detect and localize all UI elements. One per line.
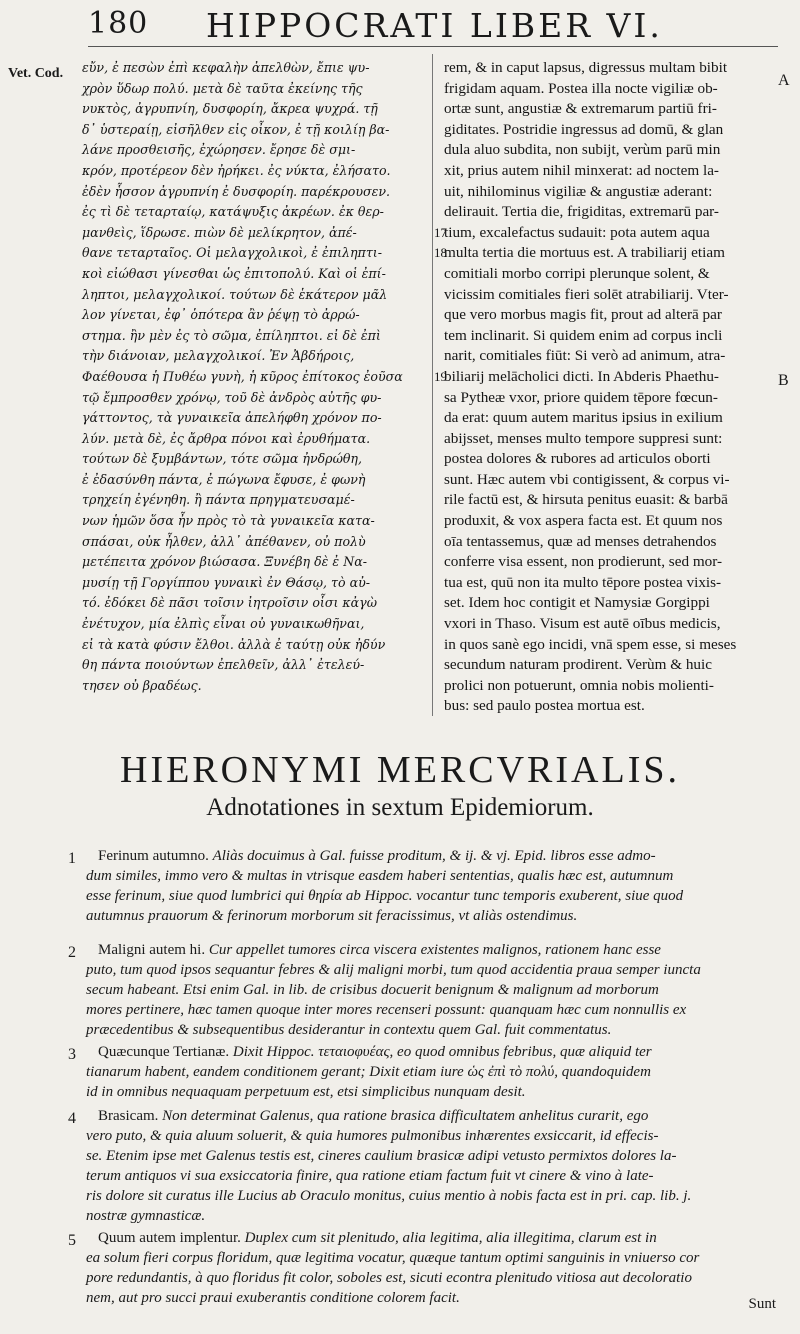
latin-line-text: ortæ sunt, angustiæ & extremarum partiū fri- bbox=[444, 100, 717, 118]
latin-line bbox=[444, 511, 764, 532]
latin-line-text: giditates. Postridie ingressus ad domū, & glan bbox=[444, 120, 724, 138]
note-commentary: id in omnibus nequaquam perpetuum est, etsi simplicibus nunquam desit. bbox=[86, 1084, 526, 1100]
latin-line bbox=[444, 696, 764, 717]
greek-line: τό. ἐδόκει δὲ πᾶσι τοῖσιν ἰητροῖσιν οἷσι κἀγὼ bbox=[82, 595, 377, 611]
latin-line bbox=[444, 326, 764, 347]
note-line bbox=[86, 1166, 788, 1186]
latin-line-text: xit, prius autem nihil minxerat: ad noctem la- bbox=[444, 161, 719, 179]
latin-line-text: multa tertia die mortuus est. A trabiliarij etiam bbox=[444, 244, 725, 262]
note-line bbox=[86, 980, 788, 1000]
latin-line bbox=[444, 490, 764, 511]
latin-text-column bbox=[434, 58, 764, 717]
greek-line: λον γίνεται, ἐφ᾽ ὁπότερα ἂν ῥέψῃ τὸ ἀρρώ- bbox=[82, 307, 360, 323]
latin-line bbox=[444, 182, 764, 203]
latin-line-text: oīa tentassemus, quæ ad menses detrahendos bbox=[444, 532, 717, 550]
note-line bbox=[86, 1206, 788, 1226]
greek-line: τρηχείη ἐγένηθη. ἢ πάντα πρηγματευσαμέ- bbox=[82, 492, 355, 508]
note-line bbox=[86, 1248, 788, 1268]
note-lemma: Quum autem implentur. bbox=[98, 1230, 245, 1246]
note-number: 2 bbox=[68, 944, 76, 961]
greek-line: κοὶ εἰώθασι γίνεσθαι ὡς ἐπιτοπολύ. Καὶ οἱ ἐπί- bbox=[82, 265, 386, 281]
note-body bbox=[86, 1042, 788, 1102]
note-body bbox=[86, 846, 788, 926]
note-commentary: Aliàs docuimus à Gal. fuisse proditum, & ij. & vj. Epid. libros esse admo- bbox=[212, 848, 656, 864]
note-commentary: tianarum habent, eandem conditionem gerant; Dixit etiam iure ὡς ἐπὶ τὸ πολύ, quandoquidem bbox=[86, 1064, 651, 1080]
note-commentary: mores pertinere, hæc tamen quoque inter mores recenseri possunt: quanquam hæc cum nonnullis ex bbox=[86, 1002, 687, 1018]
note-lemma: Brasicam. bbox=[98, 1108, 163, 1124]
running-title: HIPPOCRATI LIBER VI. bbox=[206, 6, 663, 45]
note-line bbox=[86, 1268, 788, 1288]
side-letter-b: B bbox=[778, 372, 789, 389]
note-commentary: dum similes, immo vero & multas in vtrisque easdem haberi sententias, qualis hæc est, autumnum bbox=[86, 868, 674, 884]
note-lemma: Quæcunque Tertianæ. bbox=[98, 1044, 233, 1060]
verse-number: 18 bbox=[434, 245, 447, 261]
side-letter-a: A bbox=[778, 72, 790, 89]
greek-line: μανθεὶς, ἵδρωσε. πιὼν δὲ μελίκρητον, ἀπέ- bbox=[82, 224, 357, 240]
latin-line-text: frigidam aquam. Postea illa nocte vigiliæ ob- bbox=[444, 79, 718, 97]
note-commentary: Non determinat Galenus, qua ratione brasica difficultatem anhelitus curarit, ego bbox=[162, 1108, 649, 1124]
note-commentary: secum habeant. Etsi enim Gal. in lib. de crisibus docuerit benignum & malignum ad morborum bbox=[86, 982, 659, 998]
verse-number: 19 bbox=[434, 368, 447, 384]
latin-line-text: set. Idem hoc contigit et Namysiæ Gorgippi bbox=[444, 594, 710, 612]
greek-line: μετέπειτα χρόνον βιώσασα. Ξυνέβη δὲ ἐ Να- bbox=[82, 554, 367, 570]
latin-line bbox=[444, 140, 764, 161]
greek-line: δ᾽ ὑστεραίῃ, εἰσῆλθεν εἰς οἶκον, ἐ τῇ κοιλίῃ βα- bbox=[82, 121, 390, 137]
latin-line-text: tua est, quū non ita multo tēpore postea vixis- bbox=[444, 573, 722, 591]
latin-line-text: da erat: quum autem maritus ipsius in exilium bbox=[444, 409, 723, 427]
latin-line-text: sa Pytheæ vxor, priore quidem tēpore fœcun- bbox=[444, 388, 718, 406]
latin-line bbox=[444, 58, 764, 79]
latin-line bbox=[444, 99, 764, 120]
note-line bbox=[86, 1146, 788, 1166]
latin-line-text: postea dolores & rubores ad articulos oborti bbox=[444, 450, 711, 468]
greek-line: λύν. μετὰ δὲ, ἐς ἄρθρα πόνοι καὶ ἐρυθήματα. bbox=[82, 430, 371, 446]
latin-line-text: que vero morbus magis fit, prout ad alterā par bbox=[444, 306, 722, 324]
note-line bbox=[98, 1042, 788, 1062]
latin-line-text: sunt. Hæc autem vbi contigissent, & corpus vi- bbox=[444, 470, 730, 488]
verse-number: 17 bbox=[434, 224, 447, 240]
latin-line-text: bus: sed paulo postea mortua est. bbox=[444, 697, 645, 715]
latin-line-text: abijsset, menses multo tempore suppresi sunt: bbox=[444, 429, 723, 447]
note-line bbox=[98, 1228, 788, 1248]
latin-line-text: narit, comitiales fiūt: Si verò ad animum, atra- bbox=[444, 347, 726, 365]
latin-line-text: prolici non potuerunt, omnia nobis molienti- bbox=[444, 676, 714, 694]
note-number: 5 bbox=[68, 1232, 76, 1249]
greek-line: νυκτὸς, ἀγρυπνίη, δυσφορίη, ἄκρεα ψυχρά. τῇ bbox=[82, 101, 378, 117]
latin-line bbox=[444, 161, 764, 182]
greek-text-column bbox=[82, 58, 422, 696]
note-line bbox=[86, 1288, 788, 1308]
latin-line-text: secundum naturam prodirent. Verùm & huic bbox=[444, 656, 712, 674]
latin-line bbox=[434, 367, 764, 388]
note-line bbox=[86, 1126, 788, 1146]
greek-line: στημα. ἢν μὲν ἐς τὸ σῶμα, ἐπίληπτοι. εἰ δὲ ἐπὶ bbox=[82, 327, 381, 343]
latin-line bbox=[444, 388, 764, 409]
note-line bbox=[86, 1000, 788, 1020]
latin-line bbox=[444, 573, 764, 594]
note-lemma: Maligni autem hi. bbox=[98, 942, 209, 958]
note-line bbox=[86, 1082, 788, 1102]
note-number: 4 bbox=[68, 1110, 76, 1127]
latin-line bbox=[444, 346, 764, 367]
latin-line bbox=[444, 655, 764, 676]
latin-line bbox=[444, 79, 764, 100]
note-line bbox=[86, 906, 788, 926]
latin-line bbox=[444, 264, 764, 285]
latin-line-text: conferre visa essent, non prodierunt, sed mor- bbox=[444, 553, 723, 571]
note-line bbox=[86, 1062, 788, 1082]
latin-line bbox=[444, 449, 764, 470]
latin-line bbox=[444, 532, 764, 553]
latin-line-text: delirauit. Tertia die, frigiditas, extremarū par- bbox=[444, 203, 719, 221]
latin-line bbox=[444, 305, 764, 326]
margin-note: Vet. Cod. bbox=[8, 66, 64, 81]
latin-line-text: vxori in Thaso. Visum est autē oībus medicis, bbox=[444, 615, 721, 633]
latin-line bbox=[444, 429, 764, 450]
greek-line: κρόν, προτέρεον δὲν ἠρήκει. ἐς νύκτα, ἐλήσατο. bbox=[82, 162, 391, 178]
note-commentary: præcedentibus & subsequentibus desiderantur in contextu quem Gal. fuit commentatus. bbox=[86, 1022, 612, 1038]
note-number: 1 bbox=[68, 850, 76, 867]
note-line bbox=[98, 940, 788, 960]
greek-line: θη πάντα ποιούντων ἐπελθεῖν, ἀλλ᾽ ἐτελεύ- bbox=[82, 657, 365, 673]
note-body bbox=[86, 940, 788, 1040]
latin-line bbox=[444, 635, 764, 656]
header-rule bbox=[88, 46, 778, 47]
column-divider bbox=[432, 54, 433, 716]
section-subtitle: Adnotationes in sextum Epidemiorum. bbox=[206, 794, 594, 821]
latin-line-text: uit, nihilominus vigiliæ & angustiæ aderant: bbox=[444, 182, 713, 200]
latin-line bbox=[444, 120, 764, 141]
note-commentary: nem, aut pro succi praui exuberantis conditione colorem facit. bbox=[86, 1290, 460, 1306]
latin-line bbox=[444, 676, 764, 697]
greek-line: ἐς τὶ δὲ τεταρταίῳ, κατάψυξις ἀκρέων. ἐκ θερ- bbox=[82, 204, 384, 220]
latin-line bbox=[444, 552, 764, 573]
note-commentary: nostræ gymnasticæ. bbox=[86, 1208, 206, 1224]
latin-line-text: tem inclinarit. Si quidem enim ad corpus incli bbox=[444, 326, 723, 344]
latin-line bbox=[444, 593, 764, 614]
greek-line: νων ἡμῶν ὅσα ἦν πρὸς τὸ τὰ γυναικεῖα κατα- bbox=[82, 513, 375, 529]
note-line bbox=[98, 1106, 788, 1126]
latin-line-text: rile factū est, & hirsuta penitus euasit: & barbā bbox=[444, 491, 728, 509]
greek-line: τὴν διάνοιαν, μελαγχολικοί. Ἐν Ἀβδήροις, bbox=[82, 348, 355, 364]
greek-line: θανε τεταρταῖος. Οἱ μελαγχολικοὶ, ἐ ἐπιληπτι- bbox=[82, 245, 382, 261]
greek-line: ληπτοι, μελαγχολικοί. τούτων δὲ ἑκάτερον μᾶλ bbox=[82, 286, 388, 302]
latin-line bbox=[444, 285, 764, 306]
latin-line-text: rem, & in caput lapsus, digressus multam bibit bbox=[444, 59, 728, 76]
note-lemma: Ferinum autumno. bbox=[98, 848, 213, 864]
note-commentary: ea solum fieri corpus floridum, quæ legitima vocatur, quæque tantum optimi sanguinis in vniuerso cor bbox=[86, 1250, 700, 1266]
note-body bbox=[86, 1228, 788, 1308]
note-commentary: Cur appellet tumores circa viscera existentes malignos, rationem hanc esse bbox=[208, 942, 661, 958]
note-line bbox=[98, 846, 788, 866]
note-line bbox=[86, 1186, 788, 1206]
note-commentary: Dixit Hippoc. τεταιοφυέας, eo quod omnibus febribus, quæ aliquid ter bbox=[232, 1044, 652, 1060]
catchword: Sunt bbox=[748, 1296, 776, 1312]
note-commentary: esse ferinum, siue quod lumbrici qui θηρία ab Hippoc. vocantur tunc temporis exuberent, siue quod bbox=[86, 888, 684, 904]
greek-line: ἐνέτυχον, μία ἐλπὶς εἶναι οὐ γυναικωθῆναι, bbox=[82, 616, 365, 632]
note-commentary: ris dolore sit curatus ille Lucius ab Oraculo monitus, cuius mentio à nobis facta est in pri. cap. lib. j. bbox=[86, 1188, 692, 1204]
greek-line: εὔν, ἐ πεσὼν ἐπὶ κεφαλὴν ἀπελθὼν, ἔπιε ψυ- bbox=[82, 60, 370, 75]
greek-line: τῷ ἔμπροσθεν χρόνῳ, τοῦ δὲ ἀνδρὸς αὐτῆς φυ- bbox=[82, 389, 382, 405]
greek-line: γάττοντος, τὰ γυναικεῖα ἀπελήφθη χρόνον πο- bbox=[82, 410, 382, 426]
greek-line: Φαέθουσα ἡ Πυθέω γυνὴ, ἡ κῦρος ἐπίτοκος ἐοῦσα bbox=[82, 368, 403, 384]
greek-line: λάνε προσθεισῆς, ἐχώρησεν. ἔρησε δὲ σμι- bbox=[82, 142, 356, 158]
greek-line: ἐδὲν ἧσσον ἀγρυπνίη ἐ δυσφορίη. παρέκρουσεν. bbox=[82, 183, 390, 199]
greek-line: τούτων δὲ ξυμβάντων, τότε σῶμα ἠνδρώθη, bbox=[82, 451, 362, 467]
latin-line bbox=[444, 614, 764, 635]
greek-line: εἰ τὰ κατὰ φύσιν ἔλθοι. ἀλλὰ ἐ ταύτῃ οὐκ ἠδύν bbox=[82, 636, 386, 652]
note-number: 3 bbox=[68, 1046, 76, 1063]
greek-line: μυσίῃ τῇ Γοργίππου γυναικὶ ἐν Θάσῳ, τὸ αὐ- bbox=[82, 574, 370, 590]
latin-line-text: comitiali morbo corripi plerunque solent, & bbox=[444, 264, 710, 282]
note-commentary: autumnus prauorum & ferinorum morborum sit feracissimus, vt aliàs ostendimus. bbox=[86, 908, 578, 924]
latin-line-text: vicissim comitiales fieri solēt atrabiliarij. Vter- bbox=[444, 285, 729, 303]
latin-line bbox=[434, 223, 764, 244]
latin-line-text: biliarij melācholici dicti. In Abderis Phaethu- bbox=[444, 367, 719, 385]
latin-line bbox=[444, 202, 764, 223]
note-commentary: Duplex cum sit plenitudo, alia legitima, alia illegitima, clarum est in bbox=[244, 1230, 657, 1246]
note-line bbox=[86, 866, 788, 886]
latin-line bbox=[434, 243, 764, 264]
greek-line: τησεν οὐ βραδέως. bbox=[82, 677, 202, 693]
latin-line-text: tium, excalefactus sudauit: pota autem aqua bbox=[444, 223, 710, 241]
note-commentary: terum antiquos vi sua exsiccatoria finire, qua ratione etiam factum fuit vt cinere & vino à late- bbox=[86, 1168, 654, 1184]
note-body bbox=[86, 1106, 788, 1226]
latin-line bbox=[444, 470, 764, 491]
greek-line: χρὸν ὕδωρ πολύ. μετὰ δὲ ταῦτα ἐκείνης τῆς bbox=[82, 80, 363, 96]
note-commentary: puto, tum quod ipsos sequantur febres & alij maligni morbi, tum quod accidentia praua semper iuncta bbox=[86, 962, 701, 978]
greek-line: ἐ ἐδασύνθη πάντα, ἐ πώγωνα ἔφυσε, ἐ φωνὴ bbox=[82, 471, 366, 487]
note-line bbox=[86, 960, 788, 980]
latin-line bbox=[444, 408, 764, 429]
note-commentary: vero puto, & quia aluum soluerit, & quia humores pulmonibus inhærentes exsiccarit, id effecis- bbox=[86, 1128, 659, 1144]
greek-line: σπάσαι, οὐκ ἦλθεν, ἀλλ᾽ ἀπέθανεν, οὐ πολὺ bbox=[82, 533, 366, 549]
page-number: 180 bbox=[88, 6, 149, 41]
note-commentary: se. Etenim ipse met Galenus testis est, cineres caulium brasicæ adipi vetusto permixtos dolores la- bbox=[86, 1148, 677, 1164]
note-line bbox=[86, 886, 788, 906]
note-line bbox=[86, 1020, 788, 1040]
latin-line-text: dula aluo subdita, non subijt, verùm parū min bbox=[444, 141, 721, 159]
latin-line-text: in quos sanè ego incidi, vnā spem esse, si meses bbox=[444, 635, 737, 653]
section-title: HIERONYMI MERCVRIALIS. bbox=[120, 749, 680, 791]
note-commentary: pore redundantis, à quo floridus fit color, soboles est, sicuti econtra plenitudo vitiosa aut decoloratio bbox=[86, 1270, 692, 1286]
latin-line-text: produxit, & vox aspera facta est. Et quum nos bbox=[444, 512, 723, 530]
